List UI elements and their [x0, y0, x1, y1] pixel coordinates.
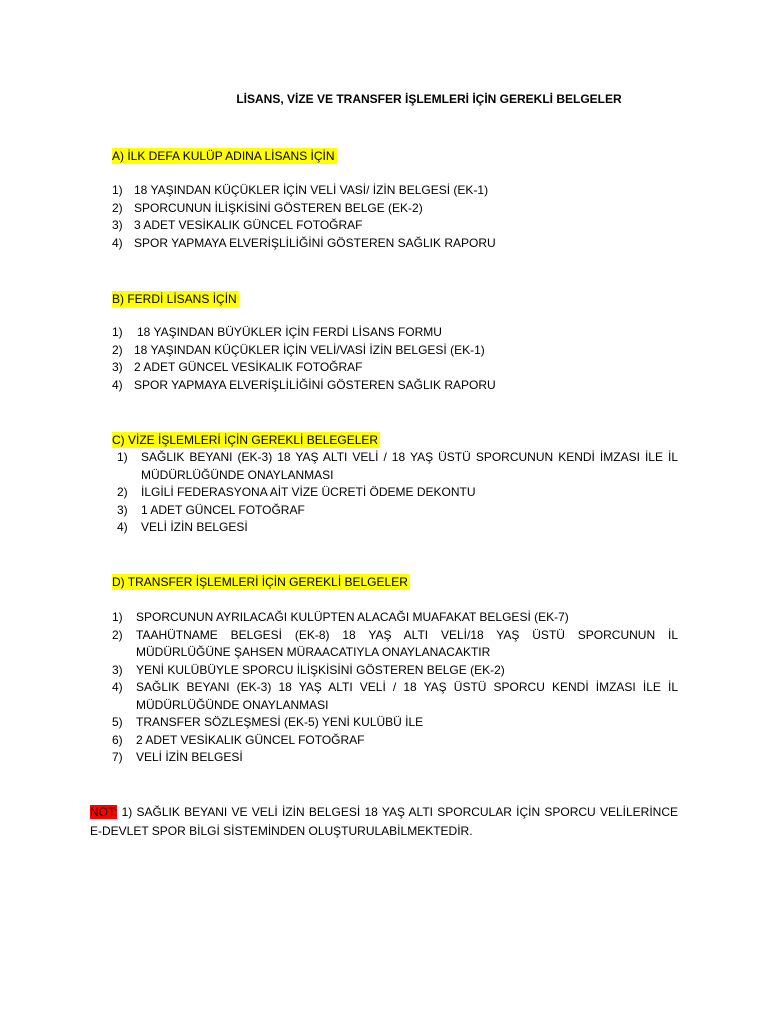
item-number: 1)	[112, 610, 123, 624]
item-number: 4)	[112, 235, 123, 250]
item-number: 3)	[117, 502, 128, 517]
item-text: İLGİLİ FEDERASYONA AİT VİZE ÜCRETİ ÖDEME DEKONTU	[141, 485, 476, 499]
list-item	[112, 627, 678, 662]
list-item	[112, 714, 678, 732]
item-number: 4)	[112, 680, 123, 694]
item-number: 4)	[112, 377, 123, 392]
list-item	[117, 502, 678, 520]
item-text: 18 YAŞINDAN KÜÇÜKLER İÇİN VELİ/VASİ İZİN BELGESİ (EK-1)	[134, 342, 485, 357]
item-number: 2)	[112, 627, 123, 642]
note-label: NOT:	[90, 805, 118, 819]
item-text: SPORCUNUN İLİŞKİSİNİ GÖSTEREN BELGE (EK-2)	[134, 200, 423, 215]
item-number: 3)	[112, 360, 123, 374]
list-item	[112, 324, 512, 342]
section-c-heading-text: C) VİZE İŞLEMLERİ İÇİN GEREKLİ BELEGELER	[112, 433, 379, 447]
item-number: 3)	[112, 218, 123, 232]
item-number: 2)	[112, 200, 123, 215]
item-number: 2)	[117, 485, 128, 499]
item-text: 2 ADET VESİKALIK GÜNCEL FOTOĞRAF	[136, 732, 365, 747]
item-text: VELİ İZİN BELGESİ	[141, 520, 248, 534]
item-text: SPOR YAPMAYA ELVERİŞLİLİĞİNİ GÖSTEREN SAĞLIK RAPORU	[134, 377, 496, 392]
item-text: SAĞLIK BEYANI (EK-3) 18 YAŞ ALTI VELİ / 18 YAŞ ÜSTÜ SPORCU KENDİ İMZASI İLE İL MÜDÜRLÜĞÜNDE ONAYLANMASI	[136, 680, 678, 712]
list-item	[112, 235, 512, 253]
document-title: LİSANS, VİZE VE TRANSFER İŞLEMLERİ İÇİN GEREKLİ BELGELER	[236, 92, 622, 106]
item-number: 5)	[112, 715, 123, 729]
list-item	[117, 519, 678, 537]
section-b-list	[112, 324, 512, 394]
item-number: 2)	[112, 342, 123, 357]
list-item	[117, 484, 678, 502]
item-number: 3)	[112, 662, 123, 677]
section-a-heading-text: A) İLK DEFA KULÜP ADINA LİSANS İÇİN	[112, 149, 335, 163]
list-item	[112, 217, 512, 235]
list-item	[112, 749, 678, 767]
section-d-list	[112, 609, 678, 767]
item-number: 7)	[112, 750, 123, 764]
section-b-heading-text: B) FERDİ LİSANS İÇİN	[112, 292, 237, 306]
footnote	[90, 803, 678, 841]
section-c-list	[117, 449, 678, 537]
list-item	[112, 342, 512, 360]
section-b-heading	[112, 291, 239, 308]
note-text: 1) SAĞLIK BEYANI VE VELİ İZİN BELGESİ 18 YAŞ ALTI SPORCULAR İÇİN SPORCU VELİLERİNCE E-DEVLET SPOR BİLGİ SİSTEMİNDEN OLUŞTURULABİLMEKTEDİR.	[90, 805, 678, 838]
item-text: TAAHÜTNAME BELGESİ (EK-8) 18 YAŞ ALTI VELİ/18 YAŞ ÜSTÜ SPORCUNUN İL MÜDÜRLÜĞÜNE ŞAHSEN MÜRAACATIYLA ONAYLANACAKTIR	[136, 627, 678, 659]
section-a-heading	[112, 148, 337, 165]
section-c-heading	[112, 432, 380, 449]
section-d-heading	[112, 574, 410, 591]
section-d-heading-text: D) TRANSFER İŞLEMLERİ İÇİN GEREKLİ BELGELER	[112, 575, 408, 589]
list-item	[112, 377, 512, 395]
item-number: 1)	[112, 183, 123, 197]
section-a-list	[112, 182, 512, 252]
item-text: 18 YAŞINDAN KÜÇÜKLER İÇİN VELİ VASİ/ İZİN BELGESİ (EK-1)	[134, 183, 489, 197]
item-text: SPORCUNUN AYRILACAĞI KULÜPTEN ALACAĞI MUAFAKAT BELGESİ (EK-7)	[136, 610, 569, 624]
item-text: TRANSFER SÖZLEŞMESİ (EK-5) YENİ KULÜBÜ İLE	[136, 715, 424, 729]
list-item	[117, 449, 678, 484]
list-item	[112, 609, 678, 627]
item-number: 1)	[117, 450, 128, 464]
list-item	[112, 182, 512, 200]
list-item	[112, 679, 678, 714]
list-item	[112, 662, 678, 680]
item-number: 4)	[117, 520, 128, 534]
list-item	[112, 200, 512, 218]
item-text: SAĞLIK BEYANI (EK-3) 18 YAŞ ALTI VELİ / 18 YAŞ ÜSTÜ SPORCUNUN KENDİ İMZASI İLE İL MÜDÜRLÜĞÜNDE ONAYLANMASI	[141, 450, 678, 482]
item-text: VELİ İZİN BELGESİ	[136, 750, 243, 764]
item-number: 1)	[112, 325, 123, 339]
list-item	[112, 732, 678, 750]
item-text: 18 YAŞINDAN BÜYÜKLER İÇİN FERDİ LİSANS FORMU	[137, 325, 442, 339]
item-text: 2 ADET GÜNCEL VESİKALIK FOTOĞRAF	[134, 360, 363, 374]
item-text: 1 ADET GÜNCEL FOTOĞRAF	[141, 502, 305, 517]
list-item	[112, 359, 512, 377]
item-number: 6)	[112, 732, 123, 747]
item-text: YENİ KULÜBÜYLE SPORCU İLİŞKİSİNİ GÖSTEREN BELGE (EK-2)	[136, 662, 505, 677]
item-text: 3 ADET VESİKALIK GÜNCEL FOTOĞRAF	[134, 218, 363, 232]
item-text: SPOR YAPMAYA ELVERİŞLİLİĞİNİ GÖSTEREN SAĞLIK RAPORU	[134, 235, 496, 250]
